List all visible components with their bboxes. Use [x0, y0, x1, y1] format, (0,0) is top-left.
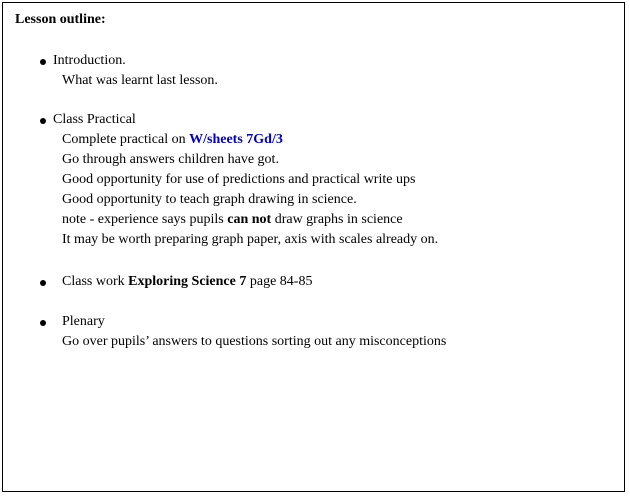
- page-title: Lesson outline:: [15, 12, 106, 27]
- bullet-icon: [40, 280, 46, 286]
- section-line: What was learnt last lesson.: [62, 73, 218, 88]
- section-heading-plenary: Plenary: [62, 314, 105, 329]
- classwork-suffix: page 84-85: [246, 274, 313, 289]
- bullet-icon: [40, 118, 46, 124]
- section-line: It may be worth preparing graph paper, axis with scales already on.: [62, 232, 439, 247]
- section-line: Go over pupils’ answers to questions sorting out any misconceptions: [62, 334, 447, 349]
- note-prefix: note - experience says pupils: [62, 212, 228, 227]
- bullet-icon: [40, 320, 46, 326]
- section-heading-introduction: Introduction.: [53, 53, 126, 68]
- lesson-outline-box: [2, 2, 625, 492]
- section-heading-class-work: [62, 274, 312, 290]
- section-line: Good opportunity to teach graph drawing in science.: [62, 192, 357, 207]
- worksheet-link[interactable]: W/sheets 7Gd/3: [189, 132, 283, 147]
- practical-prefix: Complete practical on: [62, 132, 190, 147]
- section-line: Good opportunity for use of predictions and practical write ups: [62, 172, 416, 187]
- bullet-icon: [40, 59, 46, 65]
- practical-line: [62, 132, 283, 148]
- section-heading-class-practical: Class Practical: [53, 112, 136, 127]
- textbook-title: Exploring Science 7: [128, 274, 247, 289]
- note-line: [62, 212, 403, 228]
- classwork-prefix: Class work: [62, 274, 129, 289]
- note-suffix: draw graphs in science: [271, 212, 403, 227]
- section-line: Go through answers children have got.: [62, 152, 279, 167]
- note-emphasis: can not: [227, 212, 272, 227]
